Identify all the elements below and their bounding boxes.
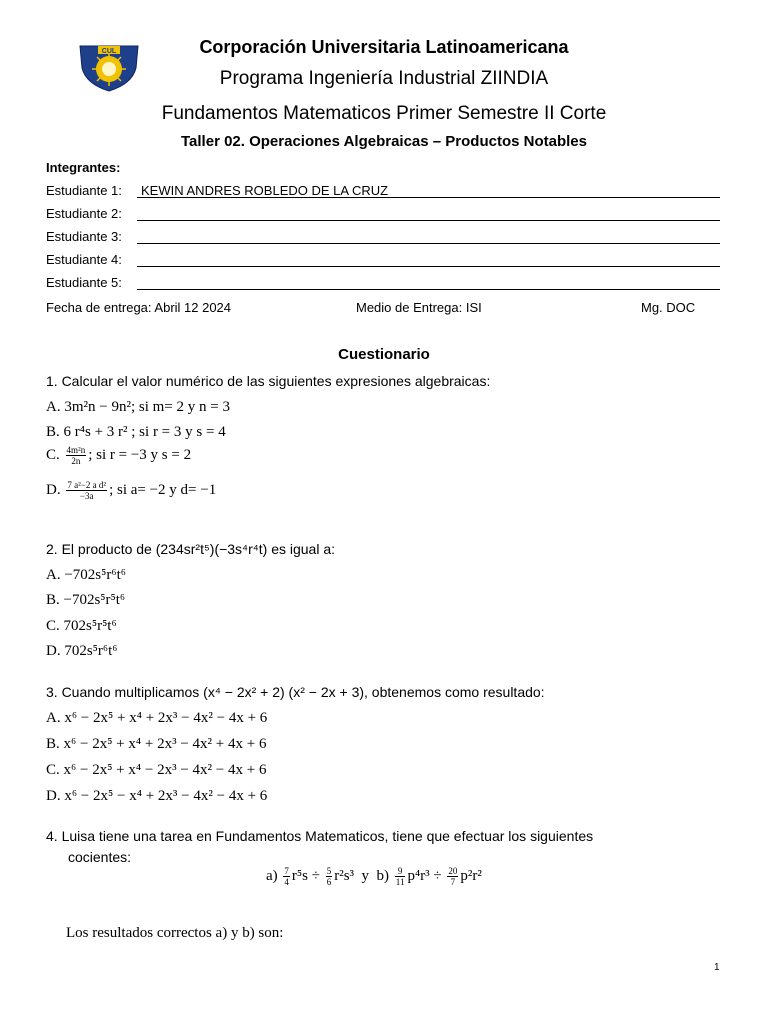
- program-title: Programa Ingeniería Industrial ZIINDIA: [219, 68, 549, 89]
- q1-option-b: B. 6 r⁴s + 3 r² ; si r = 3 y s = 4: [46, 424, 226, 440]
- teacher: Mg. DOC: [641, 300, 696, 315]
- questionnaire-title: Cuestionario: [338, 346, 430, 363]
- student-2-label: Estudiante 2:: [46, 206, 122, 221]
- logo-text: CUL: [101, 48, 117, 55]
- student-5-label: Estudiante 5:: [46, 275, 122, 290]
- q1-d-fraction: $\frac{\text{7 a²−2 a d²}}{-3a}$: [67, 480, 107, 501]
- course-info: Fundamentos Matematicos Primer Semestre II Corte: [161, 103, 607, 124]
- student-3-label: Estudiante 3:: [46, 229, 122, 244]
- institution-title: Corporación Universitaria Latinoamericana: [199, 37, 569, 57]
- q4-results-prompt: Los resultados correctos a) y b) son:: [66, 925, 284, 941]
- student-4-label: Estudiante 4:: [46, 252, 122, 267]
- q3-option-b: B. x⁶ − 2x⁵ + x⁴ + 2x³ − 4x² + 4x + 6: [46, 736, 267, 752]
- q3-option-d: D. x⁶ − 2x⁵ − x⁴ + 2x³ − 4x² − 4x + 6: [46, 788, 268, 804]
- q4-b-label: b): [376, 867, 390, 884]
- q2-option-d: D. 702s⁵r⁶t⁶: [46, 643, 118, 659]
- q4-prompt-line2: cocientes:: [68, 849, 132, 865]
- q3-prompt: 3. Cuando multiplicamos (x⁴ − 2x² + 2) (x² − 2x + 3), obtenemos como resultado:: [46, 684, 545, 700]
- due-date: Fecha de entrega: Abril 12 2024: [46, 300, 232, 315]
- delivery-method: Medio de Entrega: ISI: [356, 300, 482, 315]
- q4-a-label: a): [266, 867, 278, 884]
- q2-prompt: 2. El producto de (234sr²t⁵)(−3s⁴r⁴t) es igual a:: [46, 541, 336, 557]
- page-number: 1: [714, 962, 720, 973]
- q1-prompt: 1. Calcular el valor numérico de las siguientes expresiones algebraicas:: [46, 373, 491, 389]
- q1-option-d: D. $\frac{\text{7 a²−2 a d²}}{-3a}$ ; si a= −2 y d= −1: [46, 480, 217, 501]
- student-1-label: Estudiante 1:: [46, 183, 122, 198]
- q3-option-c: C. x⁶ − 2x⁵ + x⁴ − 2x³ − 4x² − 4x + 6: [46, 762, 267, 778]
- q1-option-c: C. $\frac{\text{4m²n}}{2n}$ ; si r = −3 y s = 2: [46, 445, 192, 466]
- q2-option-b: B. −702s⁵r⁵t⁶: [46, 592, 126, 608]
- q2-option-c: C. 702s⁵r⁵t⁶: [46, 618, 117, 634]
- student-1-value: KEWIN ANDRES ROBLEDO DE LA CRUZ: [141, 183, 389, 198]
- q1-option-a: A. 3m²n − 9n²; si m= 2 y n = 3: [46, 399, 230, 415]
- student-1-line: [137, 197, 720, 198]
- students-heading: Integrantes:: [46, 160, 121, 175]
- q4-expressions: a) $\frac{7}{4}$ r⁵s ÷ $\frac{5}{6}$ r²s³ y b) $\frac{9}{11}$ p⁴r³ ÷ $\frac{20}{7}$ p²r²: [266, 866, 482, 887]
- student-2-line: [137, 220, 720, 221]
- student-3-line: [137, 243, 720, 244]
- q2-option-a: A. −702s⁵r⁶t⁶: [46, 567, 126, 583]
- q3-option-a: A. x⁶ − 2x⁵ + x⁴ + 2x³ − 4x² − 4x + 6: [46, 710, 268, 726]
- student-4-line: [137, 266, 720, 267]
- workshop-title: Taller 02. Operaciones Algebraicas – Productos Notables: [181, 133, 587, 150]
- q4-prompt-line1: 4. Luisa tiene una tarea en Fundamentos Matematicos, tiene que efectuar los siguientes: [46, 828, 594, 844]
- q1-c-fraction: $\frac{\text{4m²n}}{2n}$: [66, 445, 86, 466]
- student-5-line: [137, 289, 720, 290]
